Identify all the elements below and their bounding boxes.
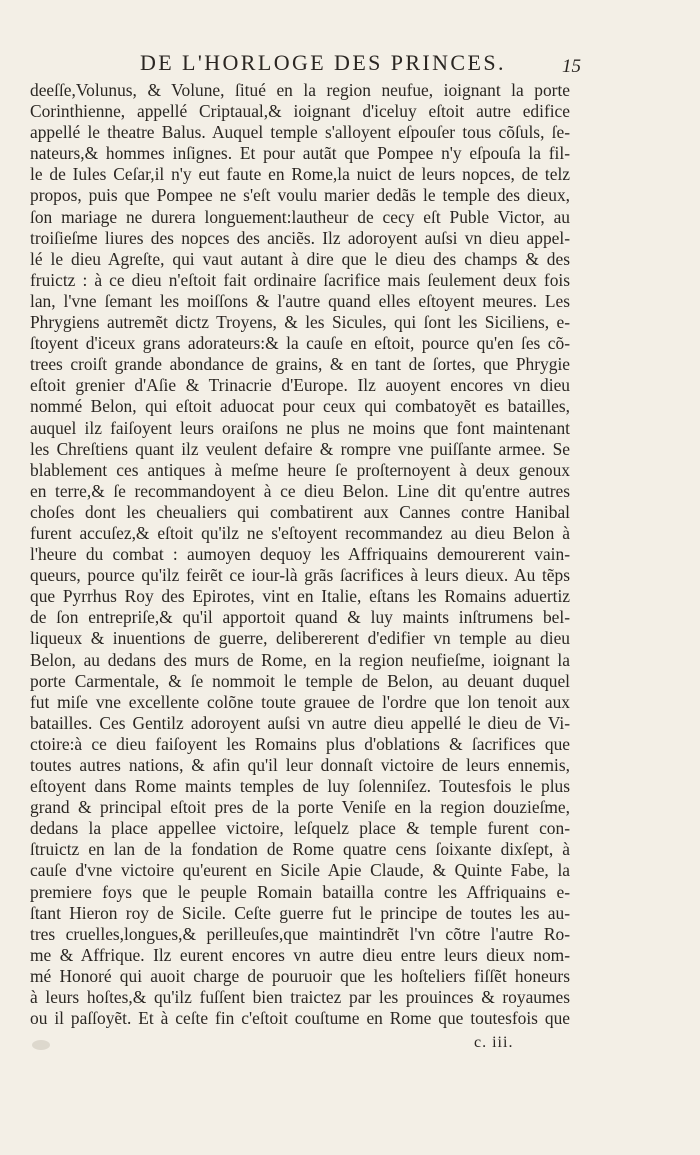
text-line: dedans la place appellee victoire, leſquelz place & temple furent con-: [30, 818, 570, 839]
text-line: fruictz : à ce dieu n'eſtoit fait ordinaire ſacrifice mais ſeulement deux fois: [30, 269, 570, 290]
body-text: [30, 80, 570, 1029]
text-line: nateurs,& hommes inſignes. Et pour autãt que Pompee n'y eſpouſa la fil-: [30, 143, 570, 164]
text-line: choſes dont les cheualiers qui combatirent aux Cannes contre Hanibal: [30, 501, 570, 522]
text-line: ſtant Hieron roy de Sicile. Ceſte guerre fut le principe de toutes les au-: [30, 902, 570, 923]
text-line: eſtoit grenier d'Aſie & Trinacrie d'Europe. Ilz auoyent encores vn dieu: [30, 375, 570, 396]
text-line: Phrygiens autremẽt dictz Troyens, & les Sicules, qui ſont les Siciliens, e-: [30, 312, 570, 333]
text-line: les Chreſtiens quant ilz veulent defaire & rompre vne puiſſante armee. Se: [30, 438, 570, 459]
text-line: en terre,& ſe recommandoyent à ce dieu Belon. Line dit qu'entre autres: [30, 480, 570, 501]
text-line: grand & principal eſtoit pres de la porte Veniſe en la region douzieſme,: [30, 797, 570, 818]
text-line: batailles. Ces Gentilz adoroyent auſsi vn autre dieu appellé le dieu de Vi-: [30, 712, 570, 733]
text-line: ſon mariage ne durera longuement:lautheur de cecy eſt Puble Victor, au: [30, 206, 570, 227]
page-number: 15: [562, 56, 581, 77]
text-line: ſtruictz en lan de la fondation de Rome quatre cens ſoixante dixſept, à: [30, 839, 570, 860]
text-line: cauſe d'vne victoire qu'eurent en Sicile Apie Claude, & Quinte Fabe, la: [30, 860, 570, 881]
text-line: fut miſe vne excellente colõne toute grauee de l'ordre que lon tenoit aux: [30, 691, 570, 712]
text-line: ou il paſſoyẽt. Et à ceſte fin c'eſtoit couſtume en Rome que toutesfois que: [30, 1008, 570, 1029]
text-line: mé Honoré qui auoit charge de pouruoir que les hoſteliers fiſſẽt honeurs: [30, 965, 570, 986]
text-line: Corinthienne, appellé Criptaual,& ioignant d'iceluy eſtoit autre edifice: [30, 101, 570, 122]
text-line: porte Carmentale, & ſe nommoit le temple de Belon, au deuant duquel: [30, 670, 570, 691]
ink-smudge: [32, 1040, 50, 1050]
text-line: lé le dieu Agreſte, qui vaut autant à dire que le dieu des champs & des: [30, 248, 570, 269]
text-line: tres cruelles,longues,& perilleuſes,que maintindrẽt l'vn cõtre l'autre Ro-: [30, 923, 570, 944]
text-line: que Pyrrhus Roy des Epirotes, vint en Italie, eſtans les Romains aduertiz: [30, 586, 570, 607]
running-title: DE L'HORLOGE DES PRINCES.: [140, 50, 506, 75]
signature-mark: c. iii.: [474, 1034, 514, 1051]
text-line: le de Iules Ceſar,il n'y eut faute en Rome,la nuict de leurs nopces, de telz: [30, 164, 570, 185]
text-line: auquel ilz faiſoyent leurs oraiſons ne plus ne moins que font maintenant: [30, 417, 570, 438]
text-line: Belon, au dedans des murs de Rome, en la region neufieſme, ioignant la: [30, 649, 570, 670]
text-line: blablement ces antiques à meſme heure ſe proſternoyent à deux genoux: [30, 459, 570, 480]
text-line: eſtoyent dans Rome maints temples de luy ſolenniſez. Toutesfois le plus: [30, 776, 570, 797]
text-line: propos, puis que Pompee ne s'eſt voulu marier dedãs le temple des dieux,: [30, 185, 570, 206]
text-line: troiſieſme liures des nopces des anciẽs. Ilz adoroyent auſsi vn dieu appel-: [30, 227, 570, 248]
text-line: toutes autres nations, & afin qu'il leur donnaſt victoire de leurs ennemis,: [30, 755, 570, 775]
text-line: me & Affrique. Ilz eurent encores vn autre dieu entre leurs dieux nom-: [30, 944, 570, 965]
text-line: ctoire:à ce dieu faiſoyent les Romains plus d'oblations & ſacrifices que: [30, 733, 570, 754]
text-line: nommé Belon, qui eſtoit aduocat pour ceux qui combatoyẽt es batailles,: [30, 396, 570, 417]
text-line: deeſſe,Volunus, & Volune, ſitué en la region neufue, ioignant la porte: [30, 80, 570, 100]
text-line: furent accuſez,& eſtoit qu'ilz ne s'eſtoyent recommandez au dieu Belon à: [30, 522, 570, 543]
text-line: ſtoyent d'iceux grans adorateurs:& la cauſe en eſtoit, pource qu'en ſes cõ-: [30, 333, 570, 354]
text-line: de ſon entrepriſe,& qu'il apportoit quand & luy maints inſtrumens bel-: [30, 607, 570, 628]
page-header: [0, 50, 700, 84]
text-line: appellé le theatre Balus. Auquel temple s'alloyent eſpouſer tous cõſuls, ſe-: [30, 122, 570, 143]
text-line: liqueux & inuentions de guerre, delibererent d'edifier vn temple au dieu: [30, 628, 570, 649]
text-line: premiere foys que le peuple Romain batailla contre les Affriquains e-: [30, 881, 570, 902]
text-line: l'heure du combat : aumoyen dequoy les Affriquains demourerent vain-: [30, 544, 570, 565]
text-line: trees croiſt grande abondance de grains, & en tant de ſortes, que Phrygie: [30, 354, 570, 375]
text-line: queurs, pource qu'ilz feirẽt ce iour-là grãs ſacrifices à leurs dieux. Au tẽps: [30, 565, 570, 586]
text-line: à leurs hoſtes,& qu'ilz fuſſent bien traictez par les prouinces & royaumes: [30, 987, 570, 1008]
text-line: lan, l'vne ſemant les moiſſons & l'autre quand elles eſtoyent meures. Les: [30, 290, 570, 311]
